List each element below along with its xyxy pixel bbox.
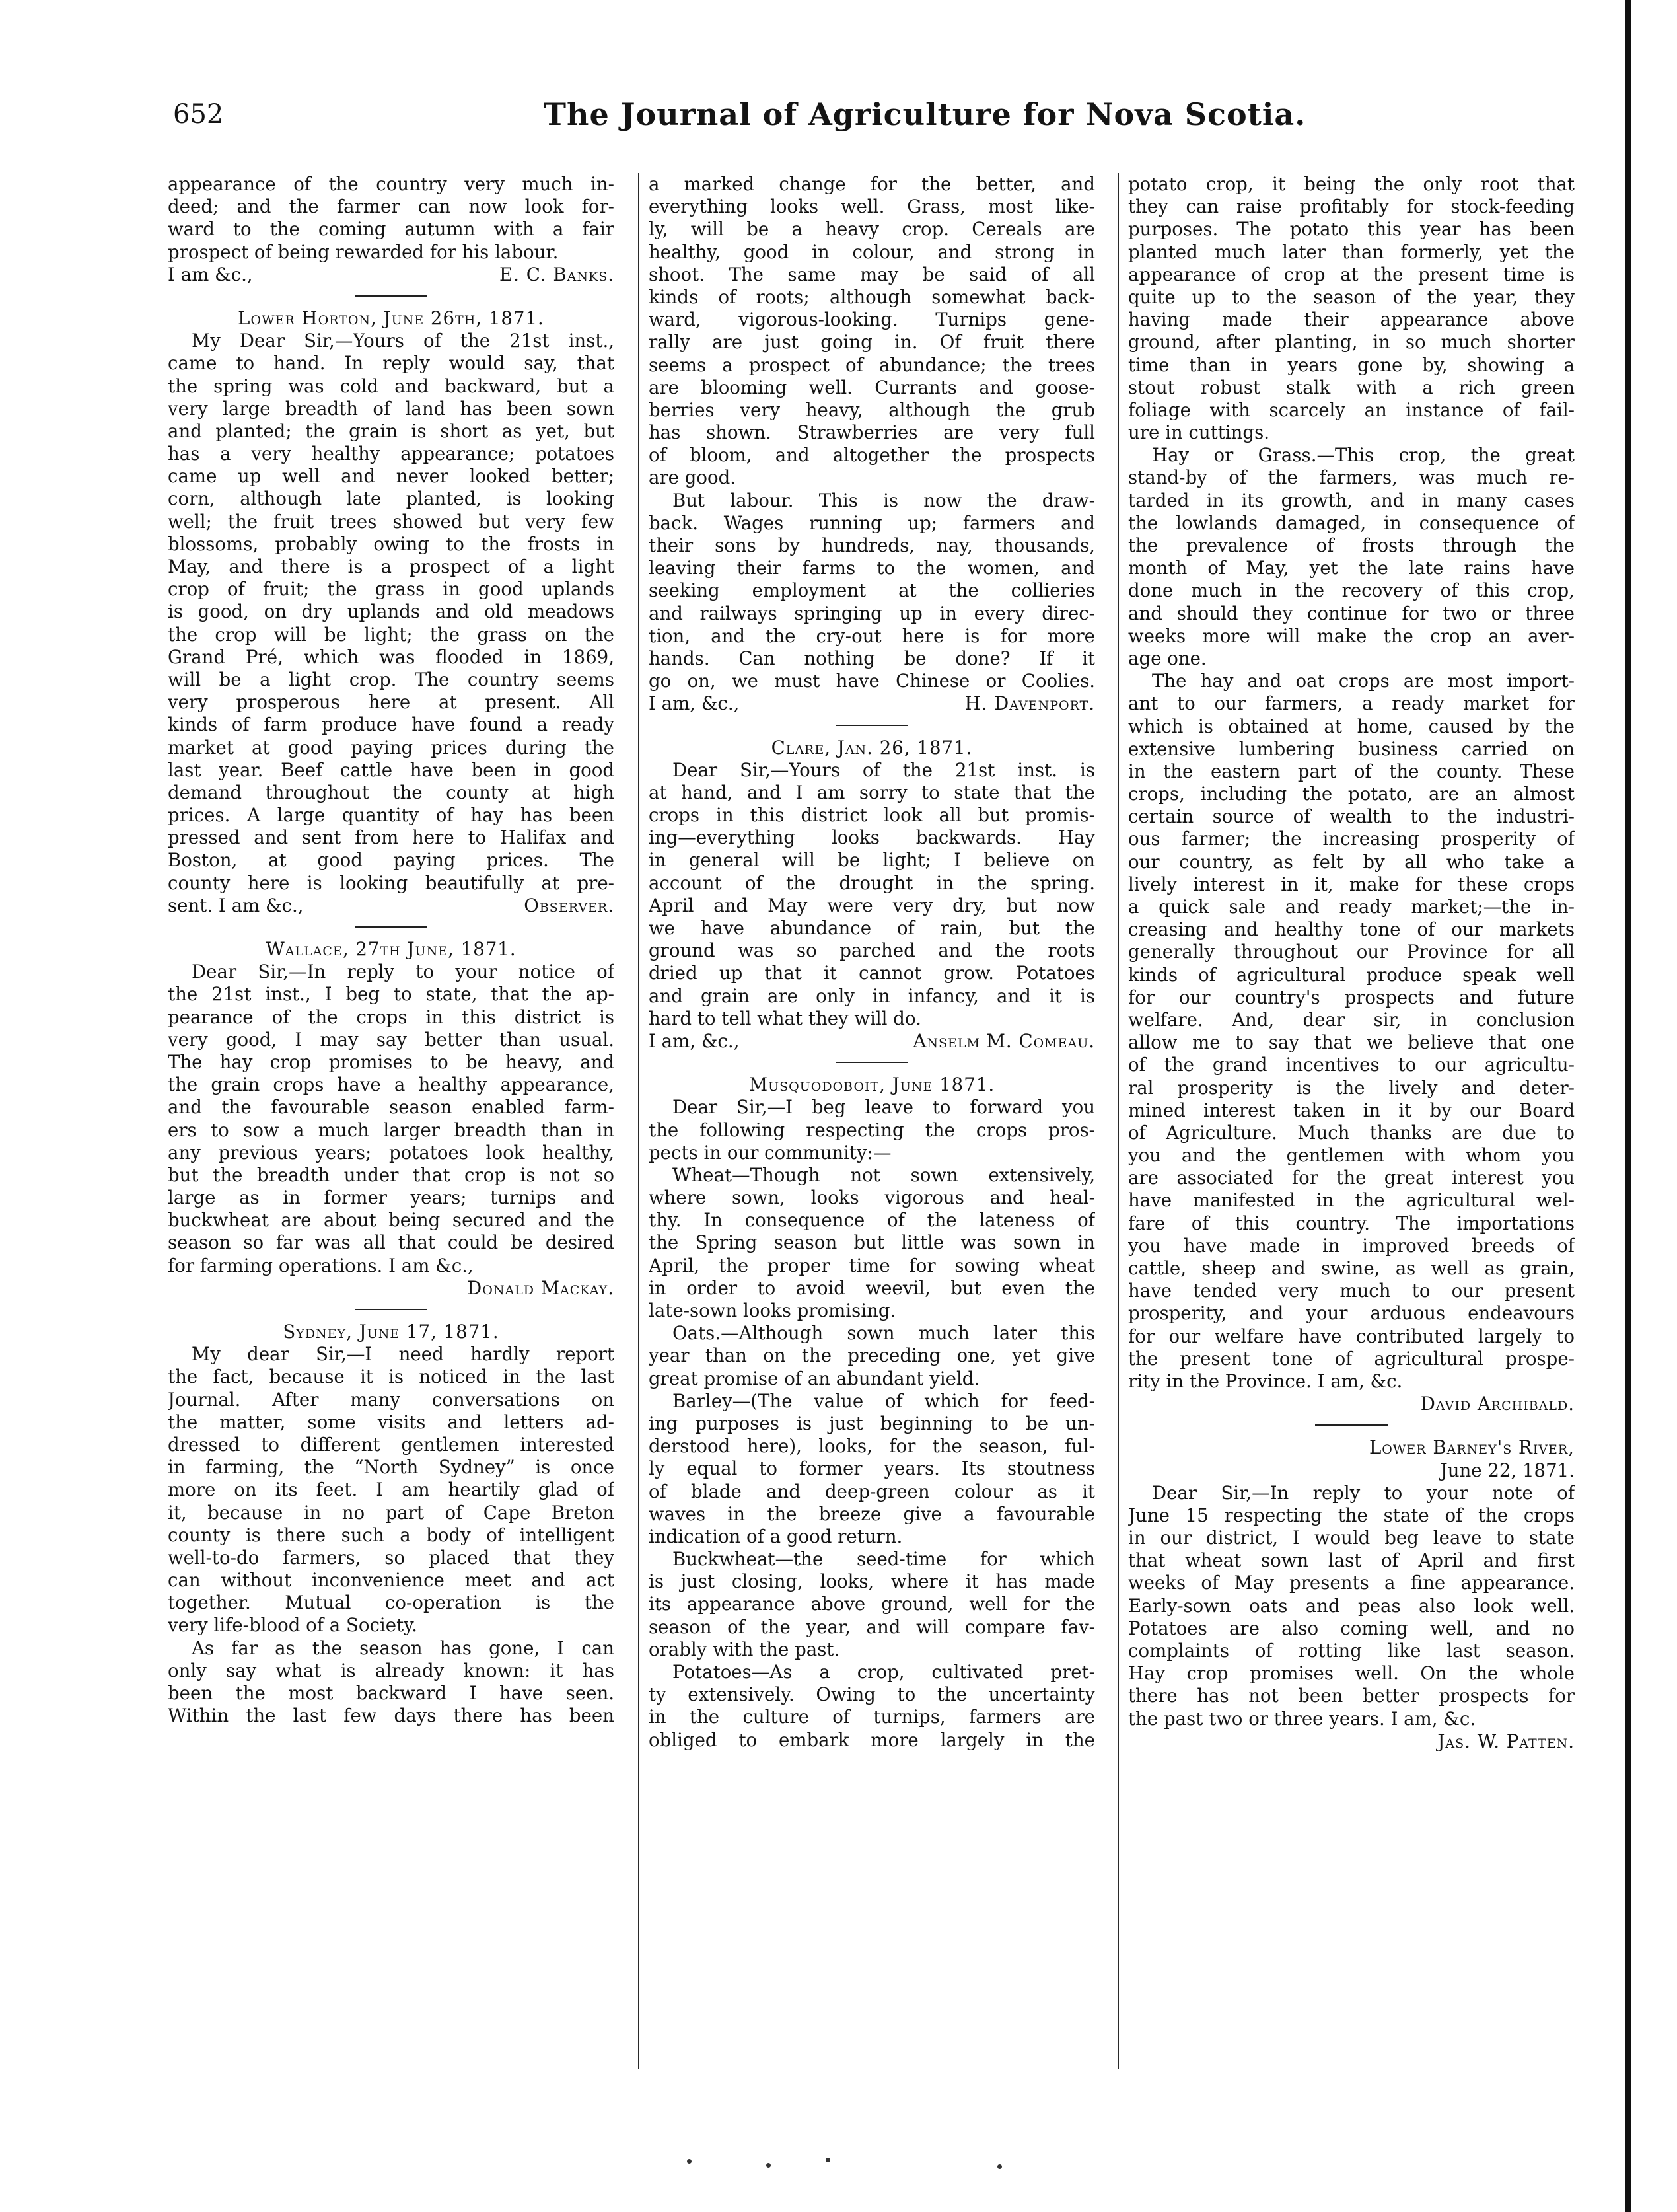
signature-line: June 22, 1871. (1440, 1459, 1575, 1481)
text-line: orably with the past. (649, 1638, 840, 1660)
text-line: a quick sale and ready market;—the in- (1128, 896, 1575, 918)
text-line: prospect of being rewarded for his labour. (168, 240, 559, 263)
text-line: waves in the breeze give a favourable (649, 1502, 1095, 1525)
signature-line: David Archibald. (1420, 1393, 1575, 1415)
text-line: the fact, because it is noticed in the last (168, 1366, 614, 1388)
text-line: for our welfare have contributed largely to (1128, 1325, 1575, 1347)
text-line: April, the proper time for sowing wheat (649, 1254, 1095, 1276)
text-line: As far as the season has gone, I can (192, 1637, 614, 1659)
text-line: ers to sow a much larger breadth than in (168, 1119, 614, 1141)
text-line: kinds of farm produce have found a ready (168, 714, 614, 736)
text-line: crop of fruit; the grass in good uplands (168, 578, 614, 601)
text-line: April and May were very dry, but now (649, 894, 1095, 916)
text-line: planted much later than formerly, yet the (1128, 240, 1575, 263)
text-line: Potatoes—As a crop, cultivated pret- (672, 1661, 1095, 1683)
text-line: seeking employment at the collieries (649, 579, 1095, 602)
text-line: the Spring season but little was sown in (649, 1232, 1095, 1254)
text-line: been the most backward I have seen. (168, 1682, 614, 1704)
text-line: the prevalence of frosts through the (1128, 535, 1575, 556)
text-line: ing purposes is just beginning to be un- (649, 1412, 1095, 1434)
text-line: generally throughout our Province for all (1128, 941, 1575, 963)
text-line: complaints of rotting like last season. (1128, 1640, 1575, 1662)
closing-text: I am, &c., (649, 692, 740, 715)
text-line: dried up that it cannot grow. Potatoes (649, 962, 1095, 984)
text-line: back. Wages running up; farmers and (649, 511, 1095, 534)
text-line: seems a prospect of abundance; the trees (649, 353, 1095, 376)
text-line: county here is looking beautifully at pre- (168, 871, 614, 894)
text-line: My dear Sir,—I need hardly report (192, 1343, 614, 1366)
text-line: together. Mutual co-operation is the (168, 1592, 614, 1614)
text-line: pects in our community:— (649, 1141, 892, 1163)
print-speck (826, 2158, 830, 2162)
text-line: very good, I may say better than usual. (168, 1028, 614, 1051)
text-line: ty extensively. Owing to the uncertainty (649, 1683, 1095, 1706)
text-line: fare of this country. The importations (1128, 1212, 1575, 1234)
text-line: corn, although late planted, is looking (168, 488, 614, 510)
text-line: ly, will be a heavy crop. Cereals are (649, 218, 1095, 240)
text-line: prosperity, and your arduous endeavours (1128, 1302, 1575, 1325)
text-line: can without inconvenience meet and act (168, 1569, 614, 1592)
text-line: everything looks well. Grass, most like- (649, 196, 1095, 218)
text-line: mined interest taken in it by our Board (1128, 1099, 1575, 1121)
text-line: ure in cuttings. (1128, 422, 1270, 444)
text-line: at hand, and I am sorry to state that the (649, 781, 1095, 803)
text-line: appearance of crop at the present time is (1128, 263, 1575, 285)
text-line: season of the year, and will compare fav- (649, 1615, 1095, 1638)
text-line: done much in the recovery of this crop, (1128, 579, 1575, 602)
closing-text: sent. I am &c., (168, 894, 304, 916)
section-rule (355, 295, 427, 297)
text-line: in order to avoid weevil, but even the (649, 1276, 1095, 1299)
signature-line (168, 264, 614, 286)
text-line: very large breadth of land has been sown (168, 397, 614, 420)
text-line: very prosperous here at present. All (168, 691, 614, 714)
text-line: lively interest in it, make for these crops (1128, 873, 1575, 895)
print-speck (766, 2163, 771, 2168)
text-line: indication of a good return. (649, 1525, 903, 1547)
text-line: deed; and the farmer can now look for- (168, 196, 614, 218)
text-line: and the favourable season enabled farm- (168, 1096, 614, 1119)
text-line: June 15 respecting the state of the crops (1128, 1504, 1575, 1526)
text-line: large as in former years; turnips and (168, 1187, 614, 1209)
text-line: that wheat sown last of April and first (1128, 1549, 1575, 1572)
text-line: welfare. And, dear sir, in conclusion (1128, 1008, 1575, 1031)
text-line: pearance of the crops in this district is (168, 1006, 614, 1028)
text-line: of Agriculture. Much thanks are due to (1128, 1121, 1575, 1144)
section-rule (1315, 1424, 1388, 1426)
text-line: their sons by hundreds, nay, thousands, (649, 535, 1095, 556)
text-line: any previous years; potatoes look healthy, (168, 1141, 614, 1163)
text-line: kinds of roots; although somewhat back- (649, 285, 1095, 308)
text-line: weeks more will make the crop an aver- (1128, 624, 1575, 647)
signature-line (649, 1030, 1095, 1052)
text-line: and planted; the grain is short as yet, but (168, 420, 614, 442)
text-line: year than on the preceding one, yet give (649, 1345, 1095, 1367)
text-line: where sown, looks vigorous and heal- (649, 1187, 1095, 1209)
text-line: and railways springing up in every direc- (649, 602, 1095, 624)
text-line: in the culture of turnips, farmers are (649, 1706, 1095, 1728)
text-line: appearance of the country very much in- (168, 173, 614, 195)
text-line: ing—everything looks backwards. Hay (649, 827, 1095, 849)
signature-line: Lower Barney's River, (1369, 1436, 1575, 1459)
text-line: thy. In consequence of the lateness of (649, 1209, 1095, 1232)
author-name: E. C. Banks. (499, 263, 614, 285)
text-line: and should they continue for two or three (1128, 602, 1575, 624)
text-line: only say what is already known: it has (168, 1659, 614, 1681)
text-line: a marked change for the better, and (649, 173, 1095, 195)
text-line: have tended very much to our present (1128, 1280, 1575, 1302)
column-divider (638, 173, 639, 2069)
print-specks (687, 2154, 1149, 2174)
text-line: ant to our farmers, a ready market for (1128, 692, 1575, 715)
text-line: are blooming well. Currants and goose- (649, 376, 1095, 398)
text-line: time than in years gone by, showing a (1128, 353, 1575, 376)
print-speck (997, 2164, 1002, 2169)
text-line: it, because in no part of Cape Breton (168, 1501, 614, 1524)
signature-line: Jas. W. Patten. (1437, 1730, 1575, 1752)
text-line: Within the last few days there has been (168, 1705, 614, 1727)
text-line: are associated for the great interest you (1128, 1167, 1575, 1189)
text-line: Dear Sir,—In reply to your note of (1152, 1481, 1575, 1504)
text-line: demand throughout the county at high (168, 781, 614, 803)
text-line: is just closing, looks, where it has made (649, 1570, 1095, 1593)
dateline: Clare, Jan. 26, 1871. (771, 736, 973, 758)
text-line: derstood here), looks, for the season, ful- (649, 1435, 1095, 1457)
text-line: blossoms, probably owing to the frosts in (168, 533, 614, 555)
text-line: tarded in its growth, and in many cases (1128, 489, 1575, 511)
text-line: the spring was cold and backward, but a (168, 375, 614, 397)
text-line: of blade and deep-green colour as it (649, 1480, 1095, 1502)
text-line: for farming operations. I am &c., (168, 1254, 474, 1276)
text-line: leaving their farms to the women, and (649, 557, 1095, 579)
section-rule (836, 1062, 908, 1063)
closing-text: I am &c., (168, 263, 253, 285)
text-line: which is obtained at home, caused by the (1128, 715, 1575, 737)
text-line: account of the drought in the spring. (649, 871, 1095, 894)
text-line: ward, vigorous-looking. Turnips gene- (649, 309, 1095, 331)
text-line: well-to-do farmers, so placed that they (168, 1546, 614, 1568)
text-line: Hay or Grass.—This crop, the great (1152, 444, 1575, 466)
text-line: stout robust stalk with a rich green (1128, 376, 1575, 398)
text-line: will be a light crop. The country seems (168, 668, 614, 690)
text-line: but the breadth under that crop is not so (168, 1163, 614, 1186)
text-line: Dear Sir,—I beg leave to forward you (672, 1096, 1095, 1119)
text-line: has shown. Strawberries are very full (649, 422, 1095, 444)
text-line: having made their appearance above (1128, 309, 1575, 331)
text-line: hard to tell what they will do. (649, 1007, 921, 1029)
text-line: berries very heavy, although the grub (649, 398, 1095, 421)
text-line: the matter, some visits and letters ad- (168, 1411, 614, 1433)
text-line: we have abundance of rain, but the (649, 917, 1095, 939)
text-line: pressed and sent from here to Halifax and (168, 827, 614, 849)
author-name: Anselm M. Comeau. (913, 1029, 1095, 1052)
text-line: great promise of an abundant yield. (649, 1367, 980, 1389)
text-line: Journal. After many conversations on (168, 1388, 614, 1411)
text-line: extensive lumbering business carried on (1128, 737, 1575, 760)
author-name: H. Davenport. (964, 692, 1095, 715)
text-line: the grain crops have a healthy appearance, (168, 1074, 614, 1096)
text-line: of bloom, and altogether the prospects (649, 444, 1095, 466)
text-line: Barley—(The value of which for feed- (672, 1389, 1095, 1412)
text-column-3 (1128, 173, 1575, 2069)
text-line: ground was so parched and the roots (649, 940, 1095, 962)
text-line: obliged to embark more largely in the (649, 1728, 1095, 1751)
text-line: shoot. The same may be said of all (649, 263, 1095, 285)
text-line: the lowlands damaged, in consequence of (1128, 511, 1575, 534)
text-line: dressed to different gentlemen interested (168, 1433, 614, 1456)
text-line: in general will be light; I believe on (649, 849, 1095, 871)
text-line: Hay crop promises well. On the whole (1128, 1662, 1575, 1685)
text-line: Oats.—Although sown much later this (672, 1322, 1095, 1345)
text-line: buckwheat are about being secured and the (168, 1209, 614, 1232)
text-line: rity in the Province. I am, &c. (1128, 1370, 1403, 1392)
text-line: the 21st inst., I beg to state, that the ap- (168, 983, 614, 1006)
text-line: month of May, yet the late rains have (1128, 557, 1575, 579)
text-line: ral prosperity is the lively and deter- (1128, 1076, 1575, 1099)
text-line: allow me to say that we believe that one (1128, 1031, 1575, 1054)
text-line: well; the fruit trees showed but very few (168, 510, 614, 533)
text-line: crops, including the potato, are an almost (1128, 783, 1575, 805)
section-rule (355, 1309, 427, 1310)
text-line: age one. (1128, 647, 1207, 669)
text-line: the past two or three years. I am, &c. (1128, 1707, 1476, 1730)
column-divider (1118, 173, 1119, 2069)
text-line: stand-by of the farmers, was much re- (1128, 466, 1575, 489)
text-line: Dear Sir,—Yours of the 21st inst. is (672, 758, 1095, 781)
closing-text: I am, &c., (649, 1029, 740, 1052)
text-line: Boston, at good paying prices. The (168, 849, 614, 871)
text-line: more on its feet. I am heartily glad of (168, 1479, 614, 1501)
text-line: foliage with scarcely an instance of fail- (1128, 398, 1575, 421)
page-edge-shadow (1625, 0, 1631, 2212)
text-line: potato crop, it being the only root that (1128, 173, 1575, 195)
text-line: prices. A large quantity of hay has been (168, 804, 614, 827)
text-line: the crop will be light; the grass on the (168, 623, 614, 645)
signature-line (168, 895, 614, 917)
text-line: for our country's prospects and future (1128, 986, 1575, 1008)
text-line: its appearance above ground, well for the (649, 1593, 1095, 1615)
dateline: Sydney, June 17, 1871. (283, 1321, 499, 1343)
running-header: The Journal of Agriculture for Nova Scotia. (543, 96, 1306, 132)
text-line: you have made in improved breeds of (1128, 1234, 1575, 1257)
text-line: market at good paying prices during the (168, 736, 614, 758)
print-speck (687, 2159, 692, 2164)
text-line: purposes. The potato this year has been (1128, 218, 1575, 240)
text-line: late-sown looks promising. (649, 1300, 896, 1321)
text-line: go on, we must have Chinese or Coolies. (649, 670, 1095, 692)
text-line: tion, and the cry-out here is for more (649, 624, 1095, 647)
text-line: certain source of wealth to the industri- (1128, 805, 1575, 828)
text-line: weeks of May presents a fine appearance. (1128, 1572, 1575, 1594)
text-line: healthy, good in colour, and strong in (649, 240, 1095, 263)
text-line: in farming, the “North Sydney” is once (168, 1456, 614, 1479)
text-line: the present tone of agricultural prospe- (1128, 1347, 1575, 1370)
text-line: The hay and oat crops are most import- (1152, 670, 1575, 692)
dateline: Musquodoboit, June 1871. (748, 1074, 995, 1096)
text-line: creasing and healthy tone of our markets (1128, 918, 1575, 941)
text-line: ly equal to former years. Its stoutness (649, 1457, 1095, 1480)
text-line: and grain are only in infancy, and it is (649, 984, 1095, 1007)
dateline: Lower Horton, June 26th, 1871. (238, 307, 544, 329)
text-line: quite up to the season of the year, they (1128, 285, 1575, 308)
text-line: Wheat—Though not sown extensively, (672, 1163, 1095, 1186)
dateline: Wallace, 27th June, 1871. (266, 938, 517, 960)
text-line: ous farmer; the increasing prosperity of (1128, 828, 1575, 850)
text-column-1 (168, 173, 614, 2069)
text-line: very life-blood of a Society. (168, 1614, 417, 1637)
text-column-2 (649, 173, 1095, 2069)
text-line: rally are just going in. Of fruit there (649, 331, 1095, 353)
text-line: county is there such a body of intelligent (168, 1524, 614, 1546)
signature-line: Donald Mackay. (467, 1276, 614, 1299)
text-line: of the grand incentives to our agricultu- (1128, 1054, 1575, 1076)
signature-line (649, 692, 1095, 715)
text-line: But labour. This is now the draw- (672, 489, 1095, 511)
text-line: My Dear Sir,—Yours of the 21st inst., (192, 330, 614, 352)
text-line: have manifested in the agricultural wel- (1128, 1189, 1575, 1212)
text-line: came up well and never looked better; (168, 465, 614, 488)
section-rule (836, 725, 908, 726)
text-line: there has not been better prospects for (1128, 1685, 1575, 1707)
text-line: in the eastern part of the county. These (1128, 760, 1575, 782)
text-line: the following respecting the crops pros- (649, 1119, 1095, 1141)
text-line: Potatoes are also coming well, and no (1128, 1617, 1575, 1639)
text-line: is good, on dry uplands and old meadows (168, 601, 614, 623)
text-line: are good. (649, 466, 736, 489)
text-line: ground, after planting, in so much shorter (1128, 331, 1575, 353)
text-line: kinds of agricultural produce speak well (1128, 963, 1575, 986)
text-line: in our district, I would beg leave to state (1128, 1527, 1575, 1549)
text-line: has a very healthy appearance; potatoes (168, 443, 614, 465)
text-line: Early-sown oats and peas also look well. (1128, 1594, 1575, 1617)
text-line: they can raise profitably for stock-feeding (1128, 196, 1575, 218)
text-line: crops in this district look all but promis- (649, 804, 1095, 827)
text-line: you and the gentlemen with whom you (1128, 1144, 1575, 1167)
page-number: 652 (173, 99, 224, 129)
text-line: last year. Beef cattle have been in good (168, 758, 614, 781)
text-line: Dear Sir,—In reply to your notice of (192, 961, 614, 983)
text-line: ward to the coming autumn with a fair (168, 218, 614, 240)
text-line: The hay crop promises to be heavy, and (168, 1051, 614, 1073)
text-line: Buckwheat—the seed-time for which (672, 1548, 1095, 1570)
text-line: our country, as felt by all who take a (1128, 850, 1575, 873)
text-line: May, and there is a prospect of a light (168, 556, 614, 577)
text-line: came to hand. In reply would say, that (168, 352, 614, 375)
text-line: hands. Can nothing be done? If it (649, 647, 1095, 669)
section-rule (355, 926, 427, 928)
text-line: season so far was all that could be desired (168, 1232, 614, 1254)
author-name: Observer. (524, 894, 614, 916)
text-line: Grand Pré, which was flooded in 1869, (168, 645, 614, 668)
text-line: cattle, sheep and swine, as well as grain, (1128, 1257, 1575, 1279)
